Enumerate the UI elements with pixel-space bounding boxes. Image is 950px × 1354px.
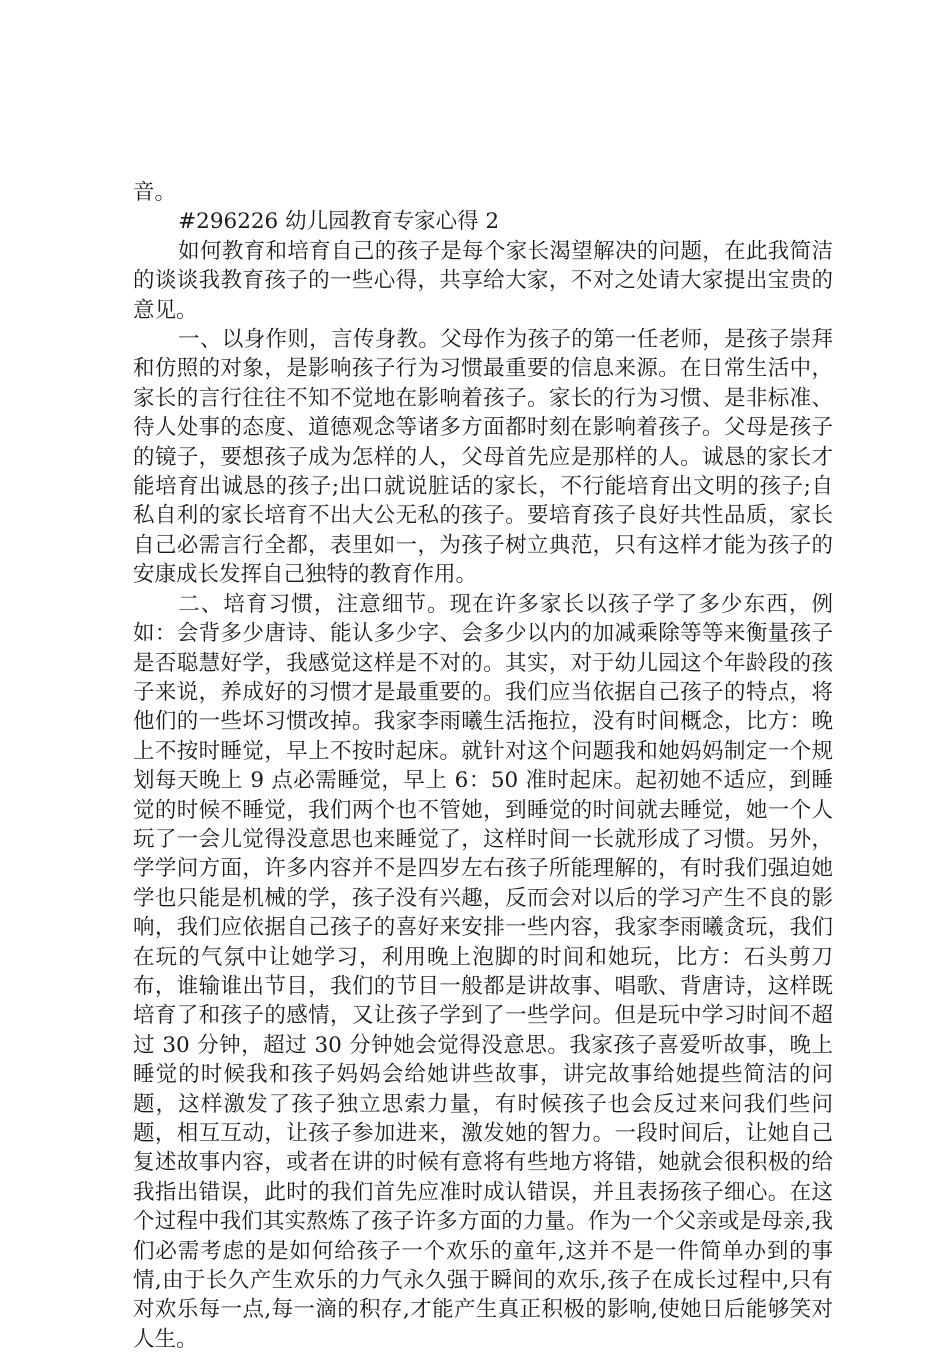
document-body: [133, 178, 833, 1354]
paragraph-intro: 如何教育和培育自己的孩子是每个家长渴望解决的问题，在此我简洁的谈谈我教育孩子的一些心得，共享给大家，不对之处请大家提出宝贵的意见。: [133, 238, 833, 323]
paragraph-lead-by-example: 一、以身作则，言传身教。父母作为孩子的第一任老师，是孩子崇拜和仿照的对象，是影响孩子行为习惯最重要的信息来源。在日常生活中，家长的言行往往不知不觉地在影响着孩子。家长的行为习惯、是非标准、待人处事的态度、道德观念等诸多方面都时刻在影响着孩子。父母是孩子的镜子，要想孩子成为怎样的人，父母首先应是那样的人。诚恳的家长才能培育出诚恳的孩子;出口就说脏话的家长，不行能培育出文明的孩子;自私自利的家长培育不出大公无私的孩子。要培育孩子良好共性品质，家长自己必需言行全都，表里如一，为孩子树立典范，只有这样才能为孩子的安康成长发挥自己独特的教育作用。: [133, 327, 833, 588]
paragraph-habits-details: 二、培育习惯，注意细节。现在许多家长以孩子学了多少东西，例如：会背多少唐诗、能认多少字、会多少以内的加减乘除等等来衡量孩子是否聪慧好学，我感觉这样是不对的。其实，对于幼儿园这个年龄段的孩子来说，养成好的习惯才是最重要的。我们应当依据自己孩子的特点，将他们的一些坏习惯改掉。我家李雨曦生活拖拉，没有时间概念，比方：晚上不按时睡觉，早上不按时起床。就针对这个问题我和她妈妈制定一个规划每天晚上 9 点必需睡觉，早上 6：50 准时起床。起初她不适应，到睡觉的时候不睡觉，我们两个也不管她，到睡觉的时间就去睡觉，她一个人玩了一会儿觉得没意思也来睡觉了，这样时间一长就形成了习惯。另外，学学问方面，许多内容并不是四岁左右孩子所能理解的，有时我们强迫她学也只能是机械的学，孩子没有兴趣，反而会对以后的学习产生不良的影响，我们应依据自己孩子的喜好来安排一些内容，我家李雨曦贪玩，我们在玩的气氛中让她学习，利用晚上泡脚的时间和她玩，比方：石头剪刀布，谁输谁出节目，我们的节目一般都是讲故事、唱歌、背唐诗，这样既培育了和孩子的感情，又让孩子学到了一些学问。但是玩中学习时间不超过 30 分钟，超过 30 分钟她会觉得没意思。我家孩子喜爱听故事，晚上睡觉的时候我和孩子妈妈会给她讲些故事，讲完故事给她提些简洁的问题，这样激发了孩子独立思索力量，有时候孩子也会反过来问我们些问题，相互互动，让孩子参加进来，激发她的智力。一段时间后，让她自己复述故事内容，或者在讲的时候有意将有些地方将错，她就会很积极的给我指出错误，此时的我们首先应准时成认错误，并且表扬孩子细心。在这个过程中我们其实熬炼了孩子许多方面的力量。作为一个父亲或是母亲,我们必需考虑的是如何给孩子一个欢乐的童年,这并不是一件简单办到的事情,由于长久产生欢乐的力气永久强于瞬间的欢乐,孩子在成长过程中,只有对欢乐每一点,每一滴的积存,才能产生真正积极的影响,使她日后能够笑对人生。: [133, 591, 833, 1352]
section-heading: #296226 幼儿园教育专家心得 2: [178, 209, 500, 235]
text-fragment: 音。: [133, 180, 177, 205]
